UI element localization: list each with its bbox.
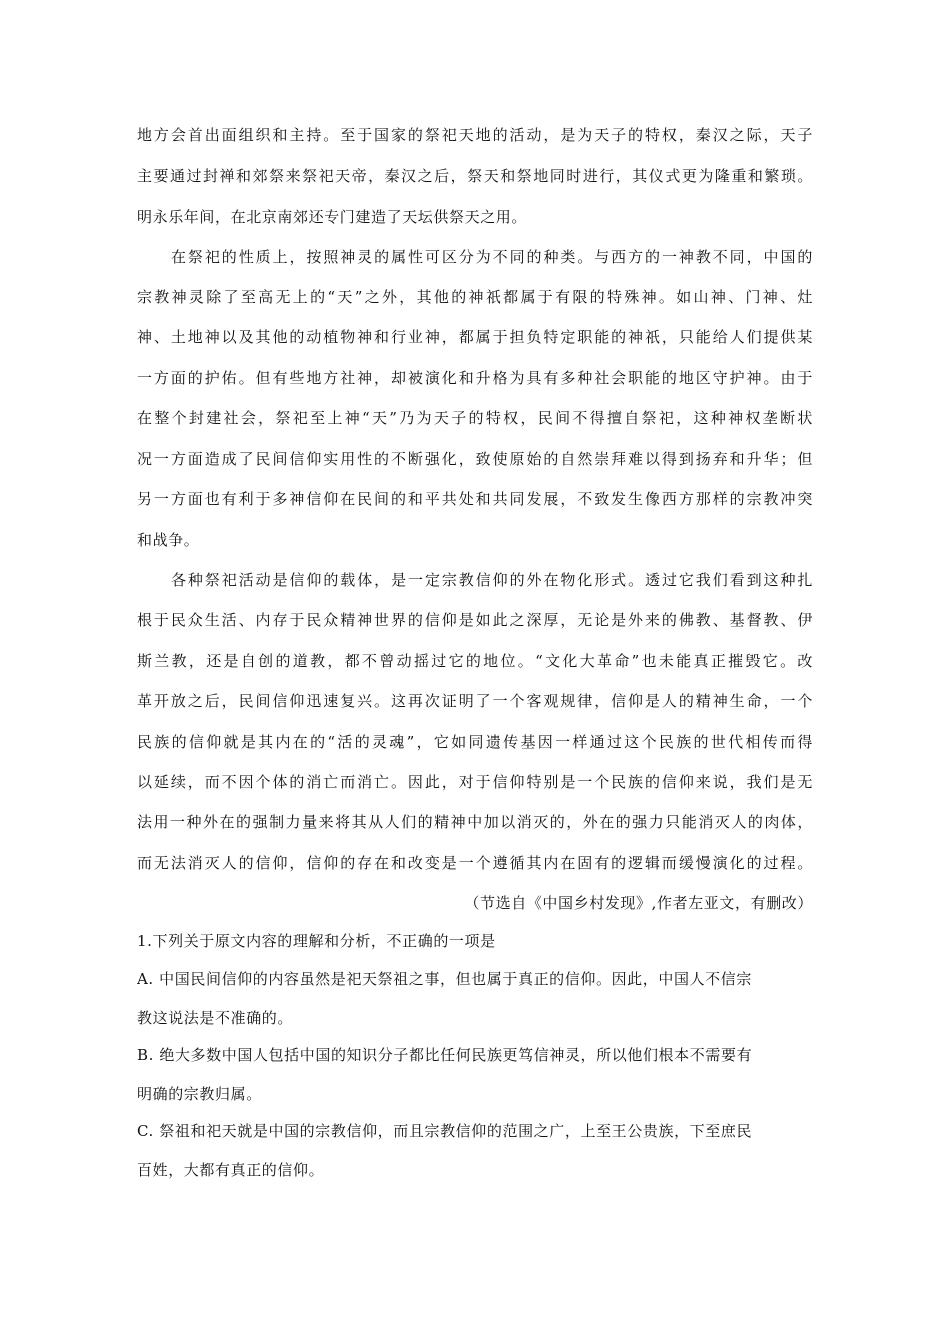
- paragraph-line: 明永乐年间，在北京南郊还专门建造了天坛供祭天之用。: [137, 208, 528, 226]
- paragraph-line: 各种祭祀活动是信仰的载体，是一定宗教信仰的外在物化形式。透过它我们看到这种扎: [171, 571, 813, 589]
- option-c-continuation: 百姓，大都有真正的信仰。: [137, 1161, 325, 1179]
- paragraph-line: 神、土地神以及其他的动植物神和行业神，都属于担负特定职能的神祇，只能给人们提供某: [137, 328, 813, 346]
- source-attribution: （节选自《中国乡村发现》,作者左亚文，有删改）: [464, 894, 813, 912]
- paragraph-line: 另一方面也有利于多神信仰在民间的和平共处和共同发展，不致发生像西方那样的宗教冲突: [137, 490, 813, 508]
- paragraph-line: 在整个封建社会，祭祀至上神“天”乃为天子的特权，民间不得擅自祭祀，这种神权垄断状: [137, 409, 813, 427]
- paragraph-line: 和战争。: [137, 531, 200, 549]
- option-b-continuation: 明确的宗教归属。: [137, 1085, 262, 1103]
- paragraph-line: 以延续，而不因个体的消亡而消亡。因此，对于信仰特别是一个民族的信仰来说，我们是无: [137, 773, 813, 791]
- option-c: C. 祭祖和祀天就是中国的宗教信仰，而且宗教信仰的范围之广，上至王公贵族，下至庶民: [137, 1122, 753, 1140]
- option-a: A. 中国民间信仰的内容虽然是祀天祭祖之事，但也属于真正的信仰。因此，中国人不信宗: [137, 970, 752, 988]
- question-stem: 1.下列关于原文内容的理解和分析，不正确的一项是: [137, 932, 496, 950]
- option-a-continuation: 教这说法是不准确的。: [137, 1009, 294, 1027]
- paragraph-line: 斯兰教，还是自创的道教，都不曾动摇过它的地位。“文化大革命”也未能真正摧毁它。改: [137, 652, 813, 670]
- paragraph-line: 法用一种外在的强制力量来将其从人们的精神中加以消灭的，外在的强力只能消灭人的肉体，: [137, 813, 813, 831]
- paragraph-line: 而无法消灭人的信仰，信仰的存在和改变是一个遵循其内在固有的逻辑而缓慢演化的过程。: [137, 854, 813, 872]
- paragraph-line: 民族的信仰就是其内在的“活的灵魂”，它如同遗传基因一样通过这个民族的世代相传而得: [137, 733, 813, 751]
- paragraph-line: 宗教神灵除了至高无上的“天”之外，其他的神祇都属于有限的特殊神。如山神、门神、灶: [137, 288, 813, 306]
- paragraph-line: 一方面的护佑。但有些地方社神，却被演化和升格为具有多种社会职能的地区守护神。由于: [137, 369, 813, 387]
- paragraph-line: 主要通过封禅和郊祭来祭祀天帝，秦汉之后，祭天和祭地同时进行，其仪式更为隆重和繁琐。: [137, 167, 813, 185]
- paragraph-line: 根于民众生活、内存于民众精神世界的信仰是如此之深厚，无论是外来的佛教、基督教、伊: [137, 611, 813, 629]
- option-b: B. 绝大多数中国人包括中国的知识分子都比任何民族更笃信神灵，所以他们根本不需要有: [137, 1046, 753, 1064]
- paragraph-line: 在祭祀的性质上，按照神灵的属性可区分为不同的种类。与西方的一神教不同，中国的: [171, 248, 813, 266]
- paragraph-line: 革开放之后，民间信仰迅速复兴。这再次证明了一个客观规律，信仰是人的精神生命，一个: [137, 692, 813, 710]
- paragraph-line: 地方会首出面组织和主持。至于国家的祭祀天地的活动，是为天子的特权，秦汉之际，天子: [137, 126, 813, 144]
- paragraph-line: 况一方面造成了民间信仰实用性的不断强化，致使原始的自然崇拜难以得到扬弃和升华；但: [137, 450, 813, 468]
